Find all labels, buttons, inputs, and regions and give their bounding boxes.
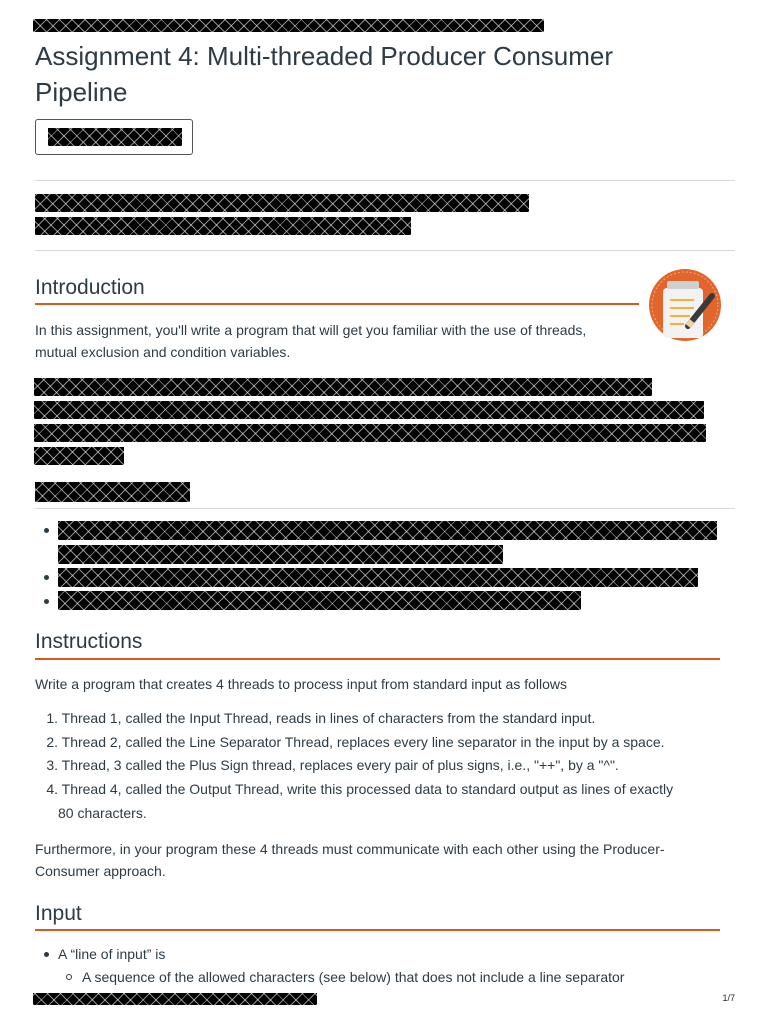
page-title-line1: Assignment 4: Multi-threaded Producer Consumer bbox=[35, 41, 614, 71]
page-number: 1/7 bbox=[722, 993, 735, 1003]
introduction-rule bbox=[35, 303, 639, 305]
redacted-meta-line1 bbox=[35, 194, 529, 212]
redacted-paragraph-line4 bbox=[34, 447, 124, 465]
instructions-rule bbox=[35, 658, 720, 660]
list-item: 2. Thread 2, called the Line Separator Thread, replaces every line separator in the input by a space. bbox=[46, 734, 665, 750]
list-item: 3. Thread, 3 called the Plus Sign thread, replaces every pair of plus signs, i.e., "++", by a "^". bbox=[46, 757, 619, 773]
page-title-line2: Pipeline bbox=[35, 77, 128, 107]
page-title bbox=[35, 38, 735, 110]
redacted-meta-line2 bbox=[35, 217, 411, 235]
redacted-button-label bbox=[48, 128, 182, 146]
list-item-continuation: 80 characters. bbox=[58, 805, 147, 821]
redacted-button[interactable] bbox=[35, 119, 193, 155]
input-bullet1: A “line of input” is bbox=[58, 946, 166, 962]
redacted-bullet1-line2 bbox=[58, 545, 503, 564]
input-heading: Input bbox=[35, 902, 82, 925]
input-sub1: A sequence of the allowed characters (see below) that does not include a line separator bbox=[82, 969, 625, 985]
divider-subheading bbox=[35, 508, 735, 509]
redacted-paragraph-line1 bbox=[34, 378, 652, 396]
list-item: 1. Thread 1, called the Input Thread, reads in lines of characters from the standard input. bbox=[46, 710, 596, 726]
bullet-dot bbox=[44, 528, 49, 533]
redacted-bullet3 bbox=[58, 591, 581, 610]
redacted-header bbox=[33, 19, 544, 32]
sub-bullet-circle bbox=[66, 974, 72, 980]
redacted-paragraph-line3 bbox=[34, 424, 706, 442]
redacted-bullet1-line1 bbox=[58, 521, 717, 540]
redacted-footer bbox=[33, 993, 317, 1005]
instructions-after: Furthermore, in your program these 4 threads must communicate with each other using the Producer- Consumer approach. bbox=[35, 841, 665, 879]
bullet-dot bbox=[44, 952, 49, 957]
bullet-dot bbox=[44, 599, 49, 604]
divider-top bbox=[35, 180, 735, 181]
introduction-heading: Introduction bbox=[35, 276, 145, 299]
list-item: 4. Thread 4, called the Output Thread, write this processed data to standard output as lines of exactly bbox=[46, 781, 674, 797]
notepad-pencil-icon bbox=[648, 268, 722, 342]
redacted-bullet2 bbox=[58, 568, 698, 587]
divider-meta bbox=[35, 250, 735, 251]
redacted-paragraph-line2 bbox=[34, 401, 704, 419]
instructions-heading: Instructions bbox=[35, 630, 143, 653]
input-rule bbox=[35, 929, 720, 931]
redacted-subheading bbox=[35, 482, 190, 502]
introduction-paragraph: In this assignment, you'll write a program that will get you familiar with the use of threads, mutual exclusion and condition variables. bbox=[35, 322, 587, 360]
instructions-lead: Write a program that creates 4 threads to process input from standard input as follows bbox=[35, 676, 567, 692]
bullet-dot bbox=[44, 575, 49, 580]
